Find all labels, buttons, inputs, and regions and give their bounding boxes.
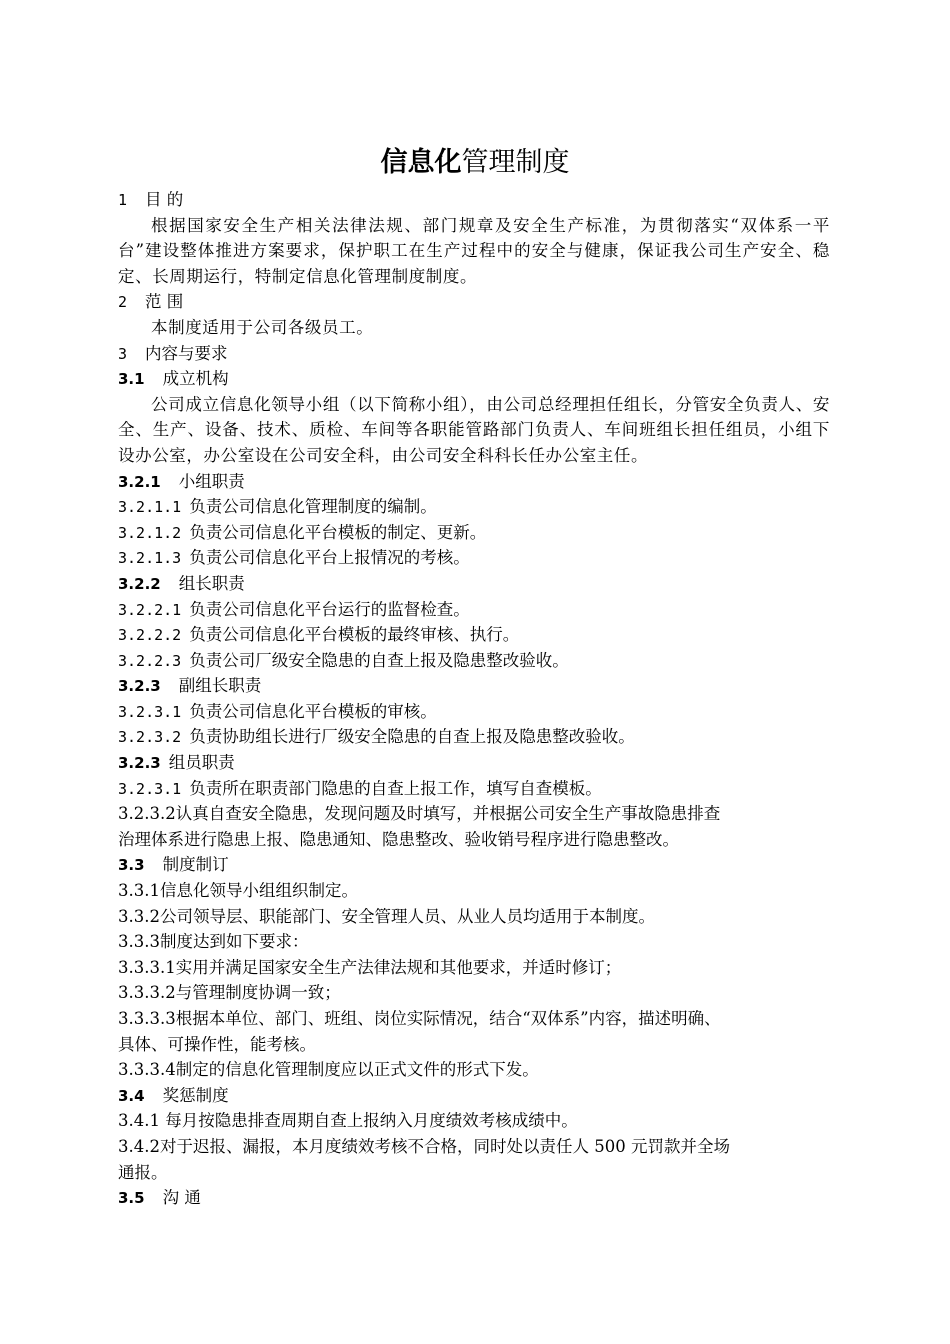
section-title: 成立机构 (162, 369, 229, 389)
item-text: 负责公司信息化平台模板的制定、更新。 (189, 522, 487, 542)
list-item (118, 699, 830, 725)
item-number: 3.2.2.1 (118, 600, 182, 619)
list-item-line: 通报。 (118, 1162, 168, 1182)
list-item (118, 597, 830, 623)
section-number: 3.2.3 (118, 754, 161, 773)
section-number: 3.4 (118, 1086, 145, 1105)
section-number: 3.3 (118, 856, 145, 875)
list-item-line: 3.3.3.1实用并满足国家安全生产法律法规和其他要求，并适时修订； (118, 957, 622, 977)
title-normal-part: 管理制度 (461, 147, 570, 178)
page-title (0, 143, 950, 183)
item-text: 负责公司信息化平台运行的监督检查。 (189, 599, 470, 619)
section-number: 3.1 (118, 370, 145, 389)
item-number: 3.2.2.3 (118, 651, 182, 670)
item-text: 负责协助组长进行厂级安全隐患的自查上报及隐患整改验收。 (189, 727, 635, 747)
section-heading-3-2-3-deputy (118, 673, 830, 699)
section-title: 副组长职责 (178, 676, 262, 696)
section-number: 3.2.2 (118, 574, 161, 593)
list-item-line: 具体、可操作性，能考核。 (118, 1034, 316, 1054)
section-title: 奖惩制度 (162, 1085, 229, 1105)
list-item (118, 622, 830, 648)
section-number: 3.5 (118, 1189, 145, 1208)
item-text: 负责公司厂级安全隐患的自查上报及隐患整改验收。 (189, 650, 569, 670)
section-title: 目 的 (145, 190, 184, 209)
section-heading-3 (118, 341, 830, 367)
title-bold-part: 信息化 (380, 147, 462, 178)
list-item-line: 3.3.1信息化领导小组组织制定。 (118, 881, 358, 901)
section-heading-3-3 (118, 852, 830, 878)
item-text: 负责所在职责部门隐患的自查上报工作，填写自查模板。 (189, 778, 602, 798)
list-item-line: 3.4.2对于迟报、漏报，本月度绩效考核不合格，同时处以责任人 500 元罚款并全场 (118, 1136, 730, 1156)
item-text: 负责公司信息化平台模板的审核。 (189, 701, 437, 721)
section-number: 3.2.1 (118, 472, 161, 491)
list-item-line: 3.3.3.4制定的信息化管理制度应以正式文件的形式下发。 (118, 1060, 539, 1080)
list-item (118, 520, 830, 546)
section-number: 2 (118, 293, 128, 312)
section-title: 沟 通 (162, 1188, 201, 1208)
item-text: 负责公司信息化管理制度的编制。 (189, 497, 437, 517)
section-heading-3-2-2 (118, 571, 830, 597)
item-number: 3.2.3.2 (118, 728, 182, 747)
list-item-line: 3.2.3.2认真自查安全隐患，发现问题及时填写，并根据公司安全生产事故隐患排查 (118, 804, 721, 824)
section-2-paragraph: 本制度适用于公司各级员工。 (151, 317, 374, 337)
section-title: 组长职责 (178, 573, 245, 593)
list-item-line: 治理体系进行隐患上报、隐患通知、隐患整改、验收销号程序进行隐患整改。 (118, 829, 679, 849)
section-number: 1 (118, 191, 128, 209)
section-heading-3-5 (118, 1185, 830, 1211)
list-item (118, 545, 830, 571)
document-body (118, 187, 830, 1211)
section-heading-3-2-3-member (118, 750, 830, 776)
item-number: 3.2.3.1 (118, 702, 182, 721)
list-item (118, 494, 830, 520)
section-title: 制度制订 (162, 855, 229, 875)
list-item (118, 776, 830, 802)
section-title: 内容与要求 (145, 343, 228, 363)
item-number: 3.2.3.1 (118, 779, 182, 798)
list-item-line: 3.4.1 每月按隐患排查周期自查上报纳入月度绩效考核成绩中。 (118, 1111, 578, 1131)
item-text: 负责公司信息化平台模板的最终审核、执行。 (189, 625, 520, 645)
list-item (118, 724, 830, 750)
section-title: 组员职责 (168, 753, 235, 773)
list-item (118, 648, 830, 674)
list-item-line: 3.3.3制度达到如下要求： (118, 932, 309, 952)
section-heading-2 (118, 289, 830, 315)
item-number: 3.2.1.3 (118, 549, 182, 568)
item-number: 3.2.1.1 (118, 498, 182, 517)
section-heading-3-1 (118, 366, 830, 392)
section-title: 小组职责 (178, 471, 245, 491)
item-number: 3.2.2.2 (118, 626, 182, 645)
section-3-1-paragraph: 公司成立信息化领导小组（以下简称小组），由公司总经理担任组长，分管安全负责人、安全、生产、设备、技术、质检、车间等各职能管路部门负责人、车间班组长担任组员，小组下设办公室，办公室设在公司安全科，由公司安全科科长任办公室主任。 (118, 394, 830, 465)
section-heading-3-2-1 (118, 469, 830, 495)
list-item-line: 3.3.2公司领导层、职能部门、安全管理人员、从业人员均适用于本制度。 (118, 906, 655, 926)
section-title: 范 围 (145, 292, 184, 312)
list-item-line: 3.3.3.2与管理制度协调一致； (118, 983, 341, 1003)
section-number: 3.2.3 (118, 677, 161, 696)
item-number: 3.2.1.2 (118, 523, 182, 542)
item-text: 负责公司信息化平台上报情况的考核。 (189, 548, 470, 568)
section-number: 3 (118, 344, 128, 363)
section-heading-1 (118, 187, 830, 213)
section-1-paragraph: 根据国家安全生产相关法律法规、部门规章及安全生产标准，为贯彻落实“双体系一平台”建设整体推进方案要求，保护职工在生产过程中的安全与健康，保证我公司生产安全、稳定、长周期运行，特制定信息化管理制度制度。 (118, 215, 830, 286)
section-heading-3-4 (118, 1083, 830, 1109)
list-item-line: 3.3.3.3根据本单位、部门、班组、岗位实际情况，结合“双体系”内容，描述明确、 (118, 1009, 721, 1028)
